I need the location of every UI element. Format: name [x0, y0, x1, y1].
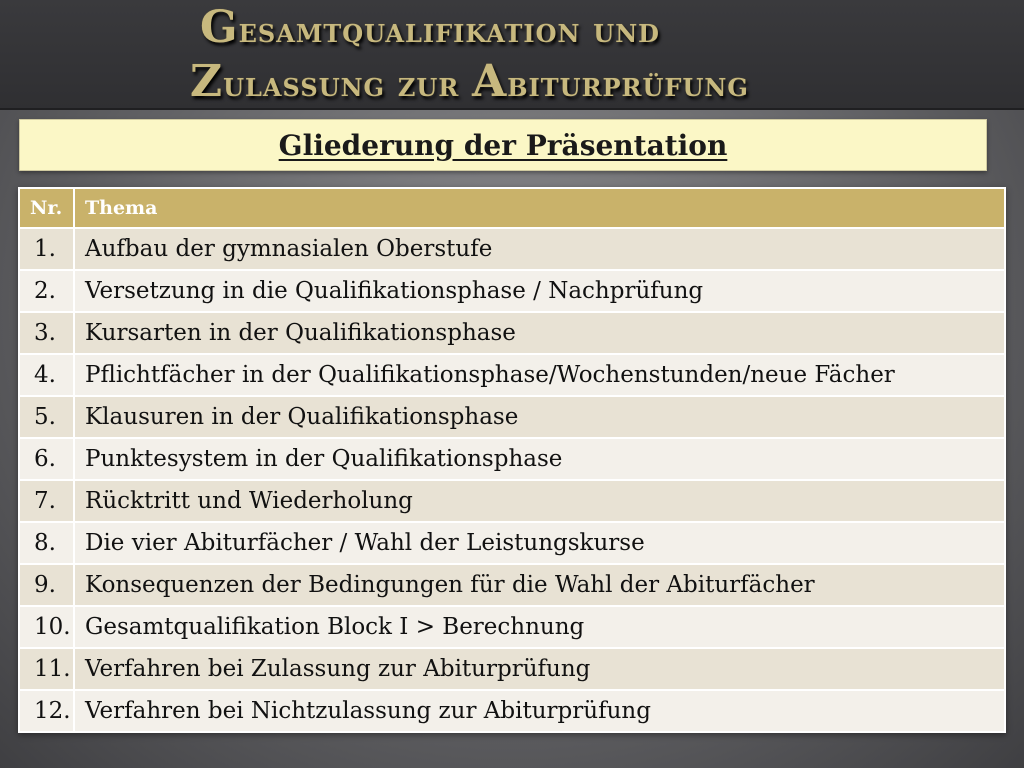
row-topic: Aufbau der gymnasialen Oberstufe [74, 228, 1005, 270]
row-topic: Rücktritt und Wiederholung [74, 480, 1005, 522]
slide-title-line-2 [190, 56, 749, 107]
row-number: 5. [19, 396, 74, 438]
table-row [19, 270, 1005, 312]
title-line-2-initial: Z [190, 56, 224, 107]
row-number: 11. [19, 648, 74, 690]
table-row [19, 690, 1005, 732]
row-number: 4. [19, 354, 74, 396]
table-row [19, 648, 1005, 690]
row-topic: Verfahren bei Zulassung zur Abiturprüfung [74, 648, 1005, 690]
header-thema: Thema [74, 188, 1005, 228]
slide-title-line-1 [200, 2, 660, 53]
row-number: 2. [19, 270, 74, 312]
title-line-2-rest: ulassung zur [223, 65, 473, 105]
row-topic: Versetzung in die Qualifikationsphase / Nachprüfung [74, 270, 1005, 312]
row-topic: Kursarten in der Qualifikationsphase [74, 312, 1005, 354]
row-number: 8. [19, 522, 74, 564]
row-number: 6. [19, 438, 74, 480]
table-row [19, 354, 1005, 396]
title-band [0, 0, 1024, 110]
row-topic: Punktesystem in der Qualifikationsphase [74, 438, 1005, 480]
table-row [19, 480, 1005, 522]
row-topic: Verfahren bei Nichtzulassung zur Abiturprüfung [74, 690, 1005, 732]
table-row [19, 396, 1005, 438]
row-number: 9. [19, 564, 74, 606]
row-number: 1. [19, 228, 74, 270]
row-number: 10. [19, 606, 74, 648]
subtitle-box [19, 119, 987, 171]
title-line-2-initial-2: A [472, 56, 508, 107]
title-line-2-rest-2: biturprüfung [507, 65, 749, 105]
row-topic: Konsequenzen der Bedingungen für die Wahl der Abiturfächer [74, 564, 1005, 606]
row-number: 3. [19, 312, 74, 354]
row-number: 7. [19, 480, 74, 522]
header-nr: Nr. [19, 188, 74, 228]
row-topic: Pflichtfächer in der Qualifikationsphase/Wochenstunden/neue Fächer [74, 354, 1005, 396]
row-number: 12. [19, 690, 74, 732]
subtitle: Gliederung der Präsentation [278, 128, 728, 162]
table-row [19, 438, 1005, 480]
row-topic: Die vier Abiturfächer / Wahl der Leistungskurse [74, 522, 1005, 564]
title-line-1-rest: esamtqualifikation und [238, 11, 660, 51]
table-row [19, 522, 1005, 564]
table-row [19, 606, 1005, 648]
table-row [19, 312, 1005, 354]
agenda-table [18, 187, 1006, 733]
title-line-1-initial: G [200, 2, 239, 53]
table-header-row [19, 188, 1005, 228]
row-topic: Klausuren in der Qualifikationsphase [74, 396, 1005, 438]
row-topic: Gesamtqualifikation Block I > Berechnung [74, 606, 1005, 648]
table-row [19, 228, 1005, 270]
table-row [19, 564, 1005, 606]
